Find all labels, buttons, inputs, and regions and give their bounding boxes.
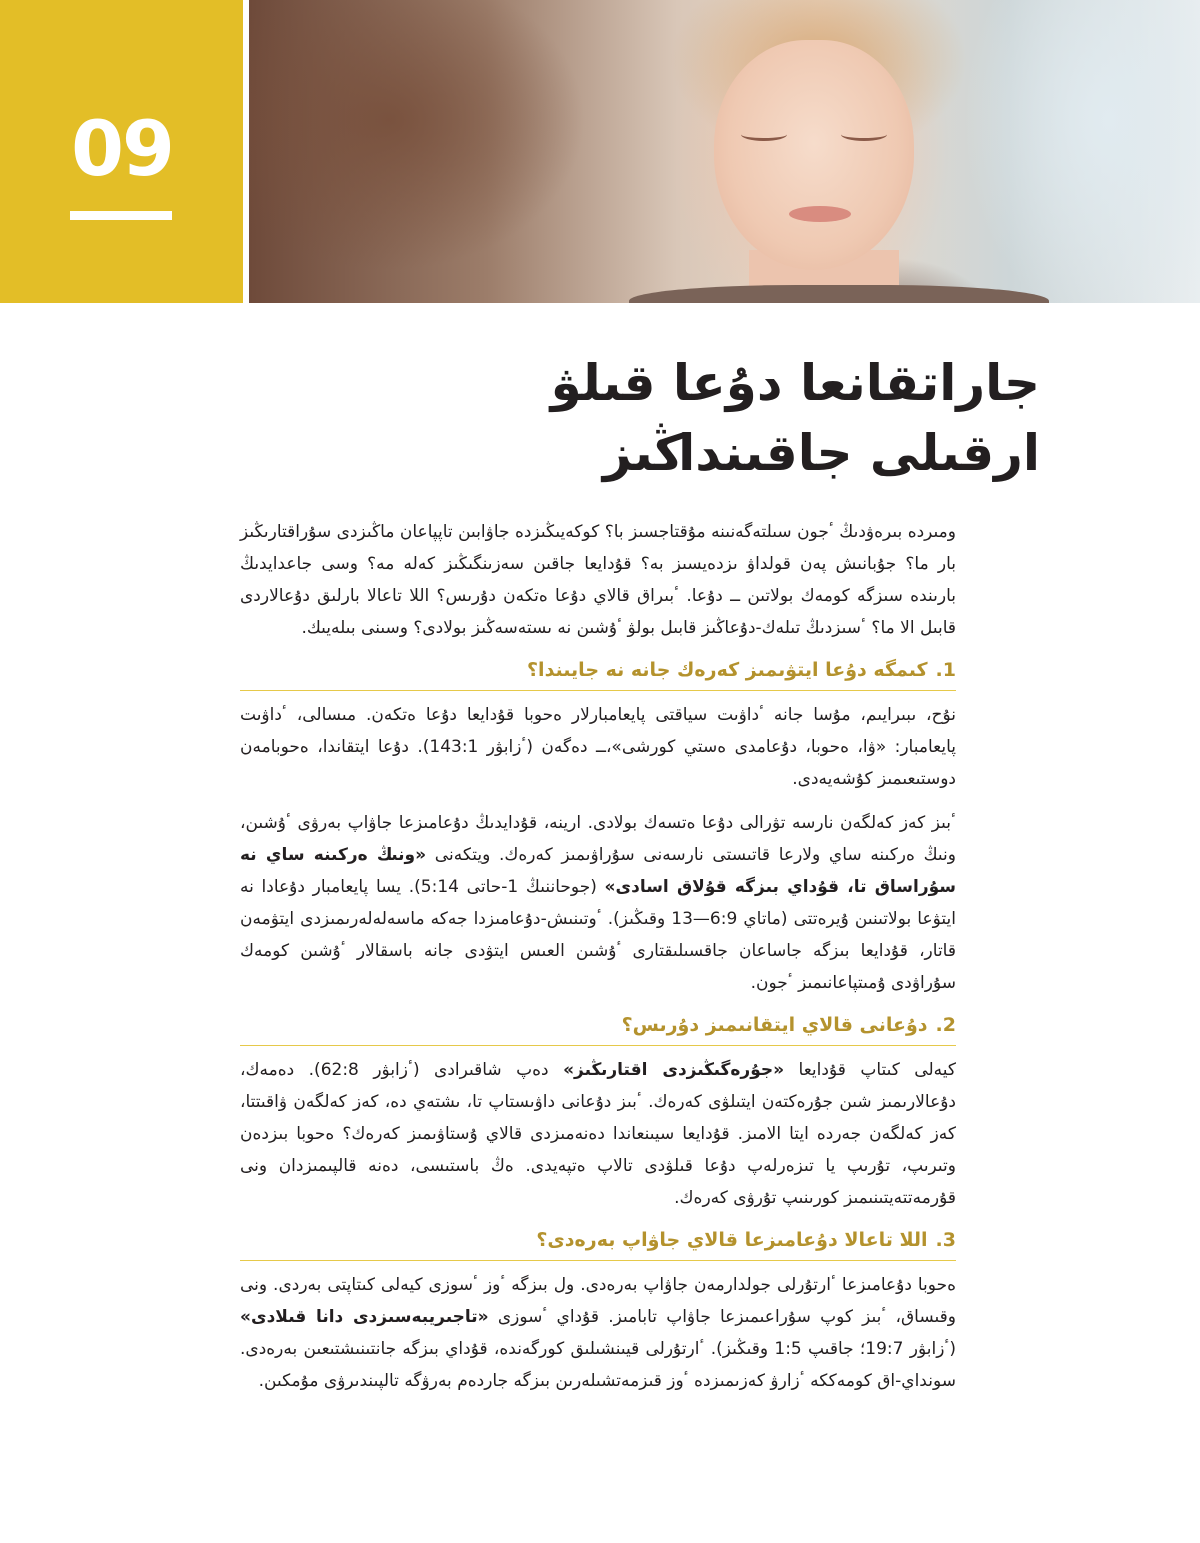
photo-shirt xyxy=(629,285,1049,303)
section-2-paragraph-1 xyxy=(240,1054,956,1214)
section-2-number: 2. xyxy=(935,1014,956,1036)
photo-face xyxy=(714,40,914,270)
section-3-paragraph-1-quote: «تاجىريبەسىزدى دانا قىلادى» xyxy=(240,1307,489,1327)
section-3-number: 3. xyxy=(935,1229,956,1251)
section-2-heading xyxy=(240,1011,956,1046)
section-1-paragraph-1-text: نۇح، ىبىرايىم، مۇسا جانە ٴداۋىت سياقتى پايعامبارلار ەحوبا قۇدايعا دۇعا ەتكەن. مىسالى، ٴداۋىت پايعامبار: «ۋا، ەحوبا، دۇعامدى ەستي كورشى»،ــ دەگەن (ٴزابۋر 143:1). دۇعا ايتقاندا، ەحوبامەن دوستىعىمىز كۇشەيەدى. xyxy=(240,705,956,789)
section-3-heading xyxy=(240,1226,956,1261)
praying-woman-photo xyxy=(249,0,1200,303)
section-1-heading-text: كىمگە دۇعا ايتۋىمىز كەرەك جانە نە جايىندا؟ xyxy=(527,659,928,681)
chapter-number: 09 xyxy=(71,104,173,193)
photo-closed-eye-left xyxy=(741,128,787,141)
section-2-paragraph-1-lead: كيەلى كىتاپ قۇدايعا xyxy=(784,1060,956,1080)
page-title-line-2: ارقىلى جاقىنداڭىز xyxy=(602,424,1040,482)
section-3-paragraph-1 xyxy=(240,1269,956,1397)
section-2-heading-text: دۇعانى قالاي ايتقانىمىز دۇرىس؟ xyxy=(621,1014,928,1036)
photo-lips xyxy=(789,206,851,222)
section-2-paragraph-1-quote: «جۇرەگىڭىزدى اقتارىڭىز» xyxy=(563,1060,785,1080)
section-1-paragraph-2-rest: (جوحاننىڭ 1-حاتى 5:14). يسا پايعامبار دۇعادا نە ايتۋعا بولاتىنىن ۇيرەتتى (ماتاي 6:9—13 وقىڭىز). ٴوتىنىش-دۇعامىزدا جەكە ماسەلەلەرىمىزدى ايتۋمەن قاتار، قۇدايعا بىزگە جاساعان جاقسىلىقتارى ٴۇشىن العىس ايتۋدى جانە باسقالار ٴۇشىن كومەك سۇراۋدى ۇمىتپاعانىمىز ٴجون. xyxy=(240,877,956,993)
chapter-number-underline xyxy=(70,211,172,220)
section-3-heading-text: اللا تاعالا دۇعامىزعا قالاي جاۋاپ بەرەدى؟ xyxy=(536,1229,928,1251)
intro-paragraph: ومىردە بىرەۋدىڭ ٴجون سىلتەگەنىنە مۇقتاجسىز با؟ كوكەيىڭىزدە جاۋابىن تاپپاعان ماڭىزدى سۇراقتارىڭىز بار ما؟ جۇبانىش پەن قولداۋ ىزدەيسىز بە؟ قۇدايعا جاقىن سەزىنگىڭىز كەلە مە؟ وسى جاعدايدىڭ بارىندە سىزگە كومەك بولاتىن ــ دۇعا. ٴبىراق قالاي دۇعا ەتكەن دۇرىس؟ اللا تاعالا بارلىق دۇعالاردى قابىل الا ما؟ ٴسىزدىڭ تىلەك-دۇعاڭىز قابىل بولۋ ٴۇشىن نە ىستەسەڭىز بولادى؟ وسىنى بىلەيىك. xyxy=(240,522,956,638)
page-title xyxy=(240,348,1040,488)
section-1-paragraph-2-lead: ٴبىز كەز كەلگەن نارسە تۋرالى دۇعا ەتسەك بولادى. ارينە، قۇدايدىڭ دۇعامىزعا جاۋاپ بەرۋى ٴۇشىن، ونىڭ ەركىنە ساي ولارعا قاتىستى نارسەنى سۇراۋىمىز كەرەك. ويتكەنى xyxy=(240,813,956,865)
section-1-number: 1. xyxy=(935,659,956,681)
section-1-heading xyxy=(240,656,956,691)
section-1-paragraph-2-quote: «ونىڭ ەركىنە ساي نە سۇراساق تا، قۇداي بىزگە قۇلاق اسادى» xyxy=(240,845,956,897)
chapter-header xyxy=(0,0,1200,303)
page-title-line-1: جاراتقانعا دۇعا قىلۋ xyxy=(550,354,1040,412)
section-2-paragraph-1-rest: دەپ شاقىرادى (ٴزابۋر 62:8). دەمەك، دۇعالارىمىز شىن جۇرەكتەن ايتىلۋى كەرەك. ٴبىز دۇعانى داۋىستاپ تا، ىشتەي دە، كەز كەلگەن ۋاقىتتا، كەز كەلگەن جەردە ايتا الامىز. قۇدايعا سيىنعاندا دەنەمىزدى قالاي ۇستاۋىمىز كەرەك؟ ەحوبا بىزدەن وتىرىپ، تۇرىپ يا تىزەرلەپ دۇعا قىلۋدى تالاپ ەتپەيدى. ەڭ باستىسى، دەنە قالپىمىزدان ونى قۇرمەتتەيتىنىمىز كورىنىپ تۇرۋى كەرەك. xyxy=(240,1060,956,1208)
article-body xyxy=(240,516,956,1409)
section-1-paragraph-2 xyxy=(240,807,956,999)
photo-closed-eye-right xyxy=(841,128,887,141)
chapter-number-tab xyxy=(0,0,243,303)
section-3-paragraph-1-rest: (ٴزابۋر 19:7؛ جاقىپ 1:5 وقىڭىز). ٴارتۇرلى قيىنشىلىق كورگەندە، قۇداي بىزگە جانتىنىشتىعىن بەرەدى. سونداي-اق كومەككە ٴزارۋ كەزىمىزدە ٴوز قىزمەتشىلەرىن بىزگە جاردەم بەرۋگە تالپىندىرۋى مۇمكىن. xyxy=(240,1339,956,1391)
section-3-paragraph-1-lead: ەحوبا دۇعامىزعا ٴارتۇرلى جولدارمەن جاۋاپ بەرەدى. ول بىزگە ٴوز ٴسوزى كيەلى كىتاپتى بەردى. ونى وقىساق، ٴبىز كوپ سۇراعىمىزعا جاۋاپ تابامىز. قۇداي ٴسوزى xyxy=(240,1275,956,1327)
section-1-paragraph-1 xyxy=(240,699,956,795)
